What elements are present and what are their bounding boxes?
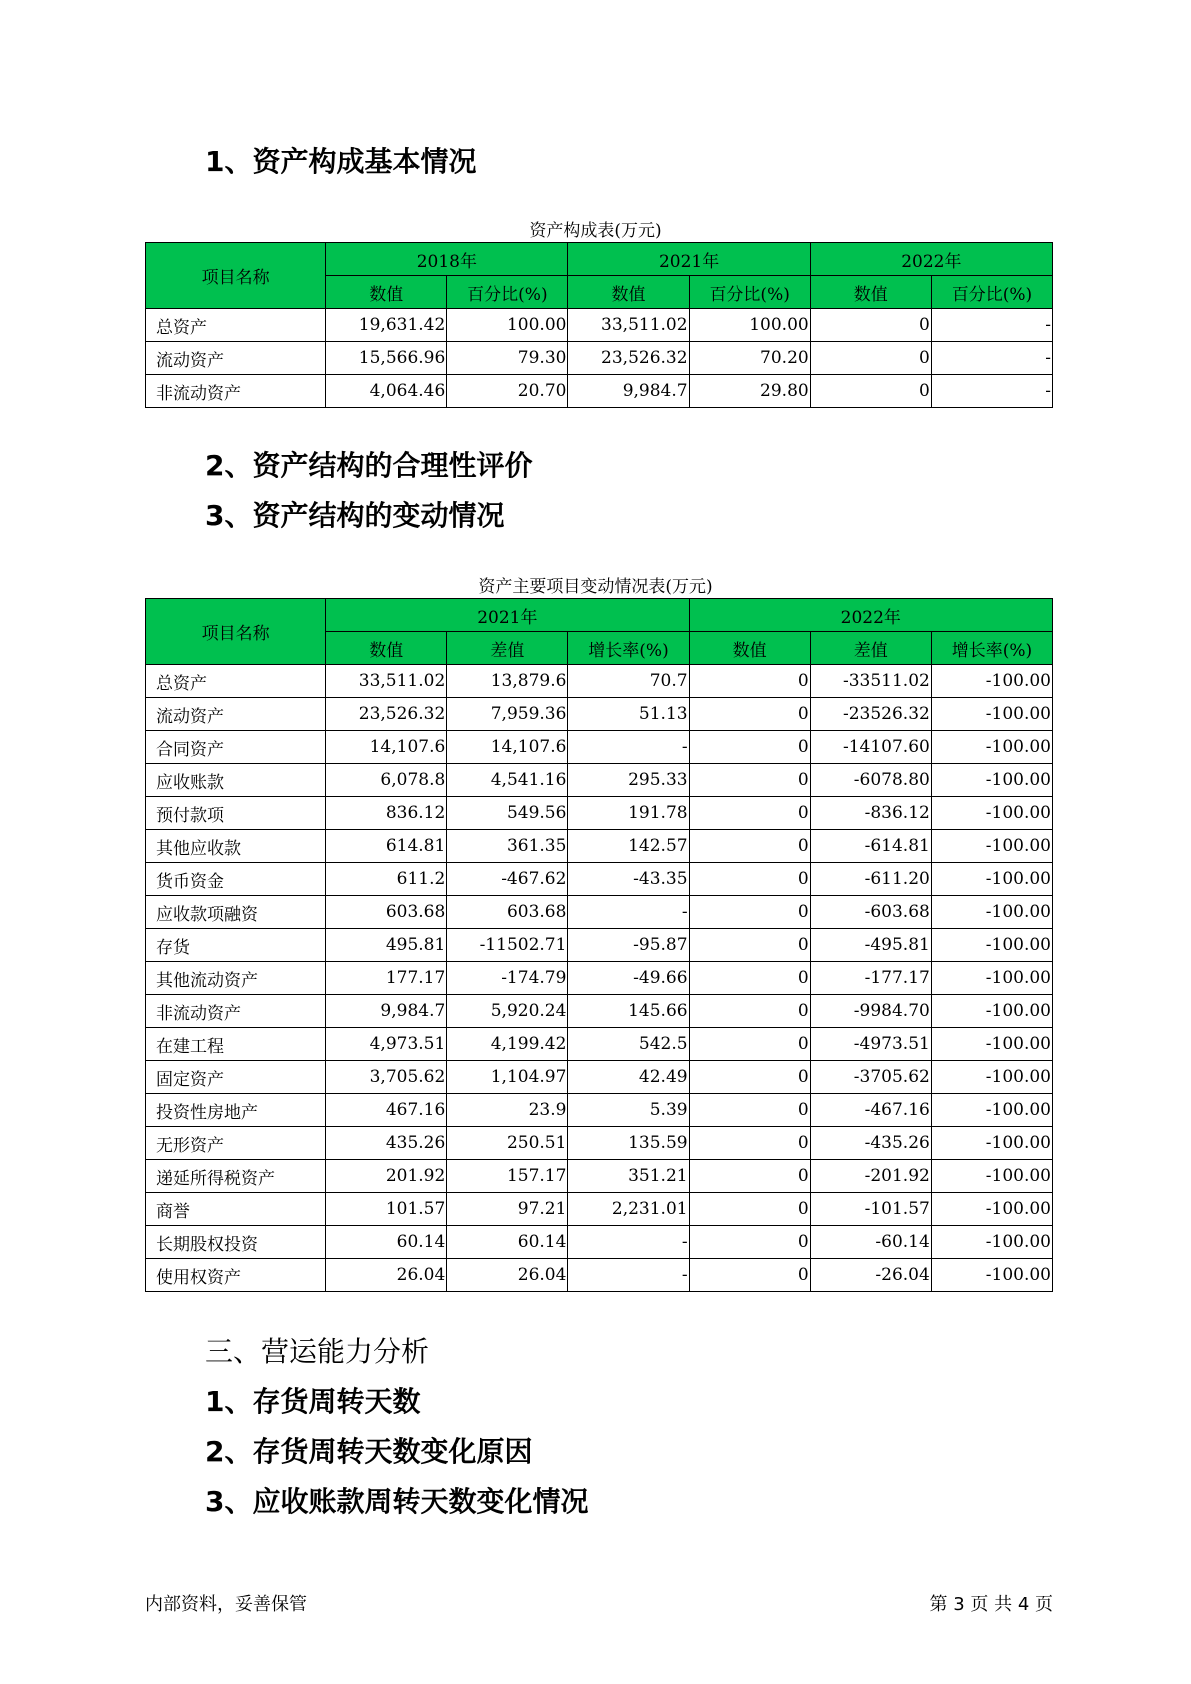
table-cell: 14,107.6 <box>447 731 568 764</box>
table1-year-header: 2021年 <box>568 243 810 276</box>
table-cell: -23526.32 <box>810 698 931 731</box>
table2-sub-header: 数值 <box>326 632 447 665</box>
table-row <box>146 665 1053 698</box>
heading-structure-change: 3、资产结构的变动情况 <box>205 499 505 532</box>
row-label: 应收账款 <box>146 764 326 797</box>
table-cell: -100.00 <box>931 1061 1052 1094</box>
row-label: 应收款项融资 <box>146 896 326 929</box>
table-cell: 0 <box>810 309 931 342</box>
table2-sub-header: 增长率(%) <box>568 632 689 665</box>
table-row <box>146 797 1053 830</box>
table1-sub-header: 数值 <box>810 276 931 309</box>
row-label: 货币资金 <box>146 863 326 896</box>
table-cell: 0 <box>689 995 810 1028</box>
table-row <box>146 342 1053 375</box>
table-cell: -100.00 <box>931 731 1052 764</box>
row-label: 其他应收款 <box>146 830 326 863</box>
table-cell: 9,984.7 <box>326 995 447 1028</box>
table-cell: - <box>931 342 1052 375</box>
table-cell: 191.78 <box>568 797 689 830</box>
table-cell: 0 <box>689 1127 810 1160</box>
table-cell: 23,526.32 <box>568 342 689 375</box>
table-cell: 100.00 <box>447 309 568 342</box>
table-row <box>146 995 1053 1028</box>
table1-sub-header: 百分比(%) <box>447 276 568 309</box>
table2-sub-header: 差值 <box>810 632 931 665</box>
table-row <box>146 1127 1053 1160</box>
row-label: 固定资产 <box>146 1061 326 1094</box>
row-label: 流动资产 <box>146 342 326 375</box>
table-cell: -201.92 <box>810 1160 931 1193</box>
table-cell: 5.39 <box>568 1094 689 1127</box>
row-label: 其他流动资产 <box>146 962 326 995</box>
table-cell: 15,566.96 <box>326 342 447 375</box>
row-label: 流动资产 <box>146 698 326 731</box>
table-cell: -9984.70 <box>810 995 931 1028</box>
table-cell: 295.33 <box>568 764 689 797</box>
table-cell: -6078.80 <box>810 764 931 797</box>
table-cell: -11502.71 <box>447 929 568 962</box>
table-cell: 26.04 <box>326 1259 447 1292</box>
table-cell: 0 <box>689 1160 810 1193</box>
table-cell: -100.00 <box>931 1028 1052 1061</box>
table-cell: 20.70 <box>447 375 568 408</box>
table2-caption: 资产主要项目变动情况表(万元) <box>478 577 713 597</box>
table-cell: -60.14 <box>810 1226 931 1259</box>
table1-sub-header: 数值 <box>568 276 689 309</box>
table-row <box>146 1259 1053 1292</box>
table-cell: - <box>568 1226 689 1259</box>
table1-name-header: 项目名称 <box>146 243 326 309</box>
table-cell: 0 <box>810 342 931 375</box>
table-cell: 23,526.32 <box>326 698 447 731</box>
table-cell: - <box>568 896 689 929</box>
heading-asset-composition: 1、资产构成基本情况 <box>205 145 477 178</box>
table-cell: - <box>568 1259 689 1292</box>
table-cell: 145.66 <box>568 995 689 1028</box>
table2-sub-header: 数值 <box>689 632 810 665</box>
table-cell: -614.81 <box>810 830 931 863</box>
table-cell: 135.59 <box>568 1127 689 1160</box>
table-row <box>146 764 1053 797</box>
table-cell: 836.12 <box>326 797 447 830</box>
table-cell: - <box>931 309 1052 342</box>
table2-body <box>146 665 1053 1292</box>
table-cell: 42.49 <box>568 1061 689 1094</box>
table-cell: -100.00 <box>931 929 1052 962</box>
table-cell: 23.9 <box>447 1094 568 1127</box>
table-cell: -43.35 <box>568 863 689 896</box>
table-cell: 19,631.42 <box>326 309 447 342</box>
row-label: 总资产 <box>146 309 326 342</box>
table2-year-header: 2022年 <box>689 599 1052 632</box>
table-cell: -33511.02 <box>810 665 931 698</box>
table-cell: 70.7 <box>568 665 689 698</box>
table2-header-row-years <box>146 599 1053 632</box>
table-cell: 177.17 <box>326 962 447 995</box>
table2-year-header: 2021年 <box>326 599 689 632</box>
table1-year-header: 2018年 <box>326 243 568 276</box>
table-cell: 142.57 <box>568 830 689 863</box>
row-label: 非流动资产 <box>146 375 326 408</box>
table-cell: 0 <box>689 797 810 830</box>
table-cell: 9,984.7 <box>568 375 689 408</box>
heading-inventory-turnover-days: 1、存货周转天数 <box>205 1385 421 1418</box>
asset-change-table <box>145 598 1053 1292</box>
table-cell: 1,104.97 <box>447 1061 568 1094</box>
table-cell: 14,107.6 <box>326 731 447 764</box>
table-cell: -177.17 <box>810 962 931 995</box>
table-cell: - <box>931 375 1052 408</box>
table-cell: -101.57 <box>810 1193 931 1226</box>
table-cell: 361.35 <box>447 830 568 863</box>
table1-year-header: 2022年 <box>810 243 1052 276</box>
table-cell: 250.51 <box>447 1127 568 1160</box>
table-cell: -611.20 <box>810 863 931 896</box>
table-cell: 13,879.6 <box>447 665 568 698</box>
table-row <box>146 375 1053 408</box>
table-cell: 7,959.36 <box>447 698 568 731</box>
row-label: 预付款项 <box>146 797 326 830</box>
table-cell: -100.00 <box>931 764 1052 797</box>
table-cell: -174.79 <box>447 962 568 995</box>
table-row <box>146 962 1053 995</box>
table-cell: -100.00 <box>931 1259 1052 1292</box>
table-cell: 2,231.01 <box>568 1193 689 1226</box>
table-cell: 0 <box>689 1061 810 1094</box>
table-cell: 0 <box>689 929 810 962</box>
table-cell: -100.00 <box>931 896 1052 929</box>
table-cell: -495.81 <box>810 929 931 962</box>
table-cell: 495.81 <box>326 929 447 962</box>
table-row <box>146 309 1053 342</box>
table-row <box>146 1226 1053 1259</box>
table1-body <box>146 309 1053 408</box>
table-cell: 60.14 <box>326 1226 447 1259</box>
table-cell: 4,541.16 <box>447 764 568 797</box>
row-label: 长期股权投资 <box>146 1226 326 1259</box>
table-cell: 97.21 <box>447 1193 568 1226</box>
table-cell: 0 <box>689 764 810 797</box>
table2-name-header: 项目名称 <box>146 599 326 665</box>
table-cell: 51.13 <box>568 698 689 731</box>
table-cell: -100.00 <box>931 1160 1052 1193</box>
table-cell: -100.00 <box>931 1226 1052 1259</box>
table1-sub-header: 百分比(%) <box>689 276 810 309</box>
table-cell: -467.16 <box>810 1094 931 1127</box>
table-cell: -3705.62 <box>810 1061 931 1094</box>
table-cell: 0 <box>689 665 810 698</box>
table-cell: -14107.60 <box>810 731 931 764</box>
table-cell: 33,511.02 <box>568 309 689 342</box>
table1-sub-header: 数值 <box>326 276 447 309</box>
table-cell: 0 <box>689 896 810 929</box>
row-label: 合同资产 <box>146 731 326 764</box>
table-row <box>146 698 1053 731</box>
table-cell: 0 <box>689 830 810 863</box>
table-cell: -603.68 <box>810 896 931 929</box>
table-cell: 0 <box>689 1226 810 1259</box>
table-cell: 5,920.24 <box>447 995 568 1028</box>
table-cell: 0 <box>689 698 810 731</box>
table-cell: -26.04 <box>810 1259 931 1292</box>
table-cell: 100.00 <box>689 309 810 342</box>
table-cell: 79.30 <box>447 342 568 375</box>
table-cell: 3,705.62 <box>326 1061 447 1094</box>
table-row <box>146 1061 1053 1094</box>
table-row <box>146 863 1053 896</box>
table-cell: 0 <box>689 1259 810 1292</box>
table-row <box>146 1160 1053 1193</box>
table-cell: 0 <box>689 731 810 764</box>
table-cell: -100.00 <box>931 863 1052 896</box>
table2-sub-header: 增长率(%) <box>931 632 1052 665</box>
table-cell: 542.5 <box>568 1028 689 1061</box>
heading-inventory-turnover-reason: 2、存货周转天数变化原因 <box>205 1435 533 1468</box>
heading-operating-capacity: 三、营运能力分析 <box>205 1335 430 1368</box>
table-cell: 26.04 <box>447 1259 568 1292</box>
footer-page-number: 第 3 页 共 4 页 <box>929 1594 1053 1615</box>
table-row <box>146 1028 1053 1061</box>
table-row <box>146 1193 1053 1226</box>
table-cell: 0 <box>689 962 810 995</box>
table-cell: 4,199.42 <box>447 1028 568 1061</box>
table-cell: 0 <box>689 1193 810 1226</box>
table-cell: 201.92 <box>326 1160 447 1193</box>
table-row <box>146 896 1053 929</box>
table-cell: -95.87 <box>568 929 689 962</box>
table-cell: 614.81 <box>326 830 447 863</box>
table-cell: 435.26 <box>326 1127 447 1160</box>
table-cell: -100.00 <box>931 665 1052 698</box>
table-row <box>146 1094 1053 1127</box>
table2-sub-header: 差值 <box>447 632 568 665</box>
row-label: 投资性房地产 <box>146 1094 326 1127</box>
table-row <box>146 830 1053 863</box>
footer-confidential-note: 内部资料，妥善保管 <box>145 1594 307 1615</box>
row-label: 非流动资产 <box>146 995 326 1028</box>
table-cell: 101.57 <box>326 1193 447 1226</box>
table-cell: 0 <box>689 863 810 896</box>
row-label: 递延所得税资产 <box>146 1160 326 1193</box>
table-cell: -467.62 <box>447 863 568 896</box>
row-label: 在建工程 <box>146 1028 326 1061</box>
table-cell: 0 <box>689 1028 810 1061</box>
table-cell: 0 <box>689 1094 810 1127</box>
table1-sub-header: 百分比(%) <box>931 276 1052 309</box>
table-cell: -100.00 <box>931 995 1052 1028</box>
row-label: 无形资产 <box>146 1127 326 1160</box>
row-label: 使用权资产 <box>146 1259 326 1292</box>
table-cell: -100.00 <box>931 1127 1052 1160</box>
table-cell: -100.00 <box>931 962 1052 995</box>
table-cell: -100.00 <box>931 797 1052 830</box>
table-row <box>146 929 1053 962</box>
table-cell: 157.17 <box>447 1160 568 1193</box>
table-cell: 611.2 <box>326 863 447 896</box>
table-cell: 6,078.8 <box>326 764 447 797</box>
table-cell: - <box>568 731 689 764</box>
table-cell: 70.20 <box>689 342 810 375</box>
table-cell: 33,511.02 <box>326 665 447 698</box>
table-cell: -100.00 <box>931 698 1052 731</box>
table-cell: -49.66 <box>568 962 689 995</box>
table-cell: -435.26 <box>810 1127 931 1160</box>
table-cell: -100.00 <box>931 1094 1052 1127</box>
table-cell: 60.14 <box>447 1226 568 1259</box>
table-cell: 603.68 <box>447 896 568 929</box>
heading-receivable-turnover-change: 3、应收账款周转天数变化情况 <box>205 1485 589 1518</box>
table-cell: 4,064.46 <box>326 375 447 408</box>
table-cell: 603.68 <box>326 896 447 929</box>
asset-composition-table <box>145 242 1053 408</box>
table-cell: 0 <box>810 375 931 408</box>
table-cell: 467.16 <box>326 1094 447 1127</box>
table-cell: 29.80 <box>689 375 810 408</box>
table1-caption: 资产构成表(万元) <box>529 221 662 241</box>
table-cell: 351.21 <box>568 1160 689 1193</box>
row-label: 总资产 <box>146 665 326 698</box>
heading-structure-evaluation: 2、资产结构的合理性评价 <box>205 449 533 482</box>
table-cell: -4973.51 <box>810 1028 931 1061</box>
table-cell: -100.00 <box>931 1193 1052 1226</box>
table-cell: 549.56 <box>447 797 568 830</box>
row-label: 存货 <box>146 929 326 962</box>
table-cell: -836.12 <box>810 797 931 830</box>
table1-header-row-years <box>146 243 1053 276</box>
table-cell: -100.00 <box>931 830 1052 863</box>
table-cell: 4,973.51 <box>326 1028 447 1061</box>
table-row <box>146 731 1053 764</box>
row-label: 商誉 <box>146 1193 326 1226</box>
